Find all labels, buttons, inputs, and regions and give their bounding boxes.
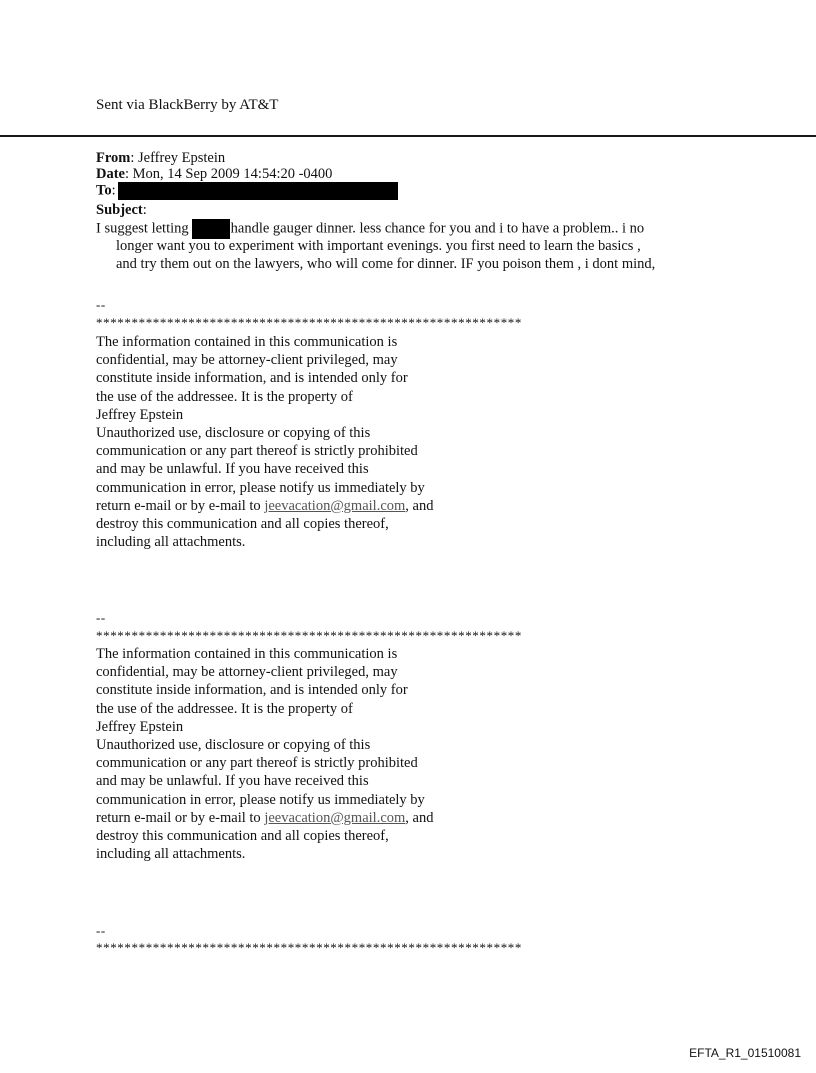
from-value: : Jeffrey Epstein [130, 150, 226, 166]
sig-dashes-2: -- [96, 610, 106, 625]
body-line-3: and try them out on the lawyers, who will come for dinner. IF you poison them , i dont mind, [116, 256, 656, 272]
document-id: EFTA_R1_01510081 [689, 1046, 801, 1060]
sig-stars-1: ************************************************************ [96, 315, 522, 330]
body-line-1a: I suggest letting [96, 220, 189, 237]
to-label: To [96, 182, 112, 199]
disclaimer-line: communication or any part thereof is strictly prohibited [96, 755, 418, 772]
disclaimer-line: including all attachments. [96, 534, 246, 551]
date-row [96, 166, 332, 182]
subject-value: : [142, 202, 147, 218]
return-prefix: return e-mail or by e-mail to [96, 809, 265, 826]
date-label: Date [96, 166, 125, 182]
to-row [96, 182, 398, 200]
body-line-1 [96, 219, 644, 239]
subject-label: Subject [96, 202, 143, 218]
disclaimer-line: destroy this communication and all copies thereof, [96, 516, 389, 533]
disclaimer-line: the use of the addressee. It is the property of [96, 388, 353, 405]
from-row [96, 150, 225, 166]
disclaimer-line: and may be unlawful. If you have received this [96, 461, 369, 478]
disclaimer-line: confidential, may be attorney-client privileged, may [96, 664, 398, 681]
sig-stars-3: ************************************************************ [96, 940, 522, 955]
disclaimer-line: constitute inside information, and is intended only for [96, 682, 408, 699]
disclaimer-line: communication in error, please notify us immediately by [96, 479, 425, 496]
disclaimer-block-1 [96, 333, 516, 551]
return-suffix: , and [405, 497, 434, 514]
disclaimer-line: and may be unlawful. If you have received this [96, 773, 369, 790]
disclaimer-line: destroy this communication and all copies thereof, [96, 828, 389, 845]
disclaimer-return-line [96, 497, 516, 515]
disclaimer-line: the use of the addressee. It is the property of [96, 700, 353, 717]
body-redaction [192, 219, 230, 239]
sig-dashes-1: -- [96, 297, 106, 312]
disclaimer-line: constitute inside information, and is intended only for [96, 370, 408, 387]
disclaimer-line: confidential, may be attorney-client privileged, may [96, 352, 398, 369]
disclaimer-block-2 [96, 645, 516, 863]
disclaimer-return-line [96, 809, 516, 827]
disclaimer-line: Unauthorized use, disclosure or copying of this [96, 737, 371, 754]
sig-stars-2: ************************************************************ [96, 628, 522, 643]
body-line-1b: handle gauger dinner. less chance for you and i to have a problem.. i no [230, 220, 645, 237]
sent-via-text: Sent via BlackBerry by AT&T [96, 97, 279, 113]
email-link[interactable]: jeevacation@gmail.com [264, 809, 406, 826]
from-label: From [96, 150, 131, 166]
date-value: : Mon, 14 Sep 2009 14:54:20 -0400 [125, 166, 333, 182]
disclaimer-line: The information contained in this communication is [96, 334, 398, 350]
disclaimer-line: communication in error, please notify us immediately by [96, 791, 425, 808]
return-suffix: , and [405, 809, 434, 826]
header-divider [0, 135, 816, 137]
sig-dashes-3: -- [96, 923, 106, 938]
disclaimer-line: communication or any part thereof is strictly prohibited [96, 443, 418, 460]
email-link[interactable]: jeevacation@gmail.com [264, 497, 406, 514]
to-value: : [111, 182, 116, 199]
disclaimer-line: The information contained in this communication is [96, 646, 398, 662]
disclaimer-line: Jeffrey Epstein [96, 406, 184, 423]
subject-row [96, 202, 147, 218]
disclaimer-line: including all attachments. [96, 846, 246, 863]
to-redaction [118, 182, 398, 200]
disclaimer-line: Unauthorized use, disclosure or copying of this [96, 425, 371, 442]
body-line-2: longer want you to experiment with important evenings. you first need to learn the basics , [116, 238, 641, 254]
disclaimer-line: Jeffrey Epstein [96, 718, 184, 735]
return-prefix: return e-mail or by e-mail to [96, 497, 265, 514]
